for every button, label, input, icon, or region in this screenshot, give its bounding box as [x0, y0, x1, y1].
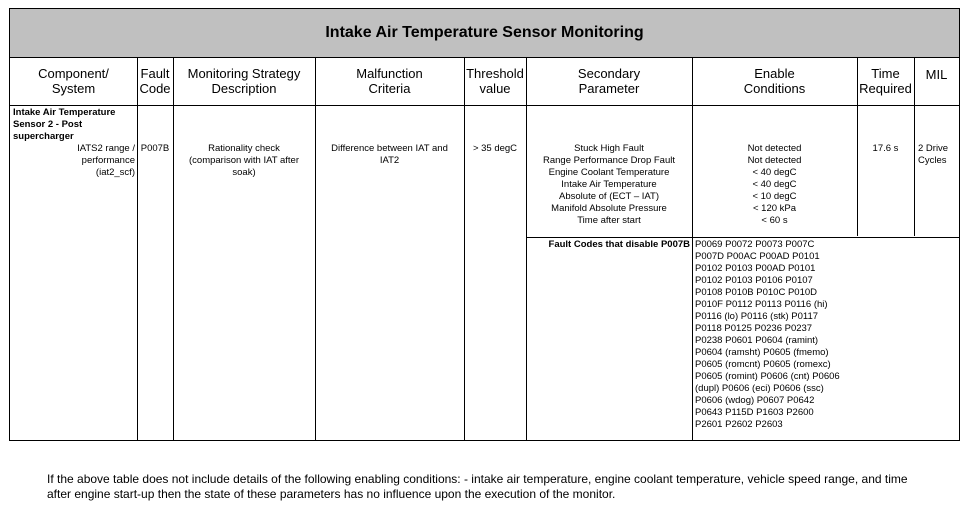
- header-enable: Enable Conditions: [743, 66, 806, 96]
- disable-codes-list: [695, 239, 895, 431]
- disable-section-divider: [526, 237, 959, 238]
- secondary-parameter: Absolute of (ECT – IAT): [559, 191, 659, 202]
- disable-code-line: P0238 P0601 P0604 (ramint): [695, 335, 819, 346]
- threshold-value: > 35 degC: [472, 143, 518, 154]
- header-mil: MIL: [925, 67, 948, 82]
- secondary-parameter: Engine Coolant Temperature: [548, 167, 670, 178]
- enable-conditions: [692, 143, 857, 227]
- enable-condition: < 40 degC: [752, 179, 797, 190]
- secondary-parameter: Intake Air Temperature: [561, 179, 657, 190]
- header-threshold: Threshold value: [466, 66, 524, 96]
- disable-code-line: P010F P0112 P0113 P0116 (hi): [695, 299, 828, 310]
- col-divider: [464, 57, 465, 440]
- header-time: Time Required: [859, 66, 912, 96]
- component-subtitle: IATS2 range / performance (iat2_scf): [77, 143, 135, 178]
- header-divider: [10, 105, 959, 106]
- enable-condition: < 40 degC: [752, 167, 797, 178]
- monitoring-table: [9, 8, 960, 441]
- secondary-parameter: Stuck High Fault: [574, 143, 644, 154]
- disable-code-line: P0605 (romint) P0606 (cnt) P0606: [695, 371, 840, 382]
- disable-code-line: P0643 P115D P1603 P2600: [695, 407, 814, 418]
- enable-condition: < 60 s: [761, 215, 788, 226]
- footnote: If the above table does not include details of the following enabling conditions: - intake air temperature, engine coolant temperature, vehicle speed range, and time after engine start-up then the state of these parameters has no influence upon the execution of the monitor.: [47, 472, 908, 501]
- header-fault-code: Fault Code: [139, 66, 171, 96]
- malfunction-criteria: Difference between IAT and IAT2: [331, 143, 448, 166]
- header-secondary: Secondary Parameter: [577, 66, 641, 96]
- disable-code-line: (dupl) P0606 (eci) P0606 (ssc): [695, 383, 824, 394]
- disable-code-line: P0108 P010B P010C P010D: [695, 287, 818, 298]
- disable-code-line: P0116 (lo) P0116 (stk) P0117: [695, 311, 819, 322]
- disable-code-line: P0102 P0103 P0106 P0107: [695, 275, 813, 286]
- component-title: Intake Air Temperature Sensor 2 - Post supercharger: [13, 107, 116, 142]
- disable-codes-label: Fault Codes that disable P007B: [548, 239, 690, 250]
- disable-code-line: P007D P00AC P00AD P0101: [695, 251, 820, 262]
- fault-code: P007B: [140, 143, 170, 154]
- disable-code-line: P0102 P0103 P00AD P0101: [695, 263, 816, 274]
- secondary-parameter: Manifold Absolute Pressure: [551, 203, 667, 214]
- col-divider: [692, 57, 693, 440]
- enable-condition: < 10 degC: [752, 191, 797, 202]
- secondary-parameter: Time after start: [577, 215, 641, 226]
- col-divider: [315, 57, 316, 440]
- header-strategy: Monitoring Strategy Description: [187, 66, 301, 96]
- enable-condition: Not detected: [747, 155, 802, 166]
- disable-code-line: P0605 (romcnt) P0605 (romexc): [695, 359, 831, 370]
- col-divider: [137, 57, 138, 440]
- header-component: Component/ System: [38, 66, 109, 96]
- disable-code-line: P2601 P2602 P2603: [695, 419, 783, 430]
- col-divider: [173, 57, 174, 440]
- col-divider: [526, 57, 527, 440]
- disable-code-line: P0118 P0125 P0236 P0237: [695, 323, 813, 334]
- strategy-description: Rationality check (comparison with IAT after soak): [189, 143, 299, 178]
- header-malfunction: Malfunction Criteria: [356, 66, 423, 96]
- time-required: 17.6 s: [872, 143, 899, 154]
- disable-code-line: P0069 P0072 P0073 P007C: [695, 239, 815, 250]
- table-title: Intake Air Temperature Sensor Monitoring: [10, 9, 959, 58]
- mil-value: 2 Drive Cycles: [918, 143, 949, 166]
- disable-code-line: P0604 (ramsht) P0605 (fmemo): [695, 347, 829, 358]
- secondary-parameters: [526, 143, 692, 227]
- disable-code-line: P0606 (wdog) P0607 P0642: [695, 395, 815, 406]
- enable-condition: Not detected: [747, 143, 802, 154]
- secondary-parameter: Range Performance Drop Fault: [542, 155, 675, 166]
- enable-condition: < 120 kPa: [752, 203, 797, 214]
